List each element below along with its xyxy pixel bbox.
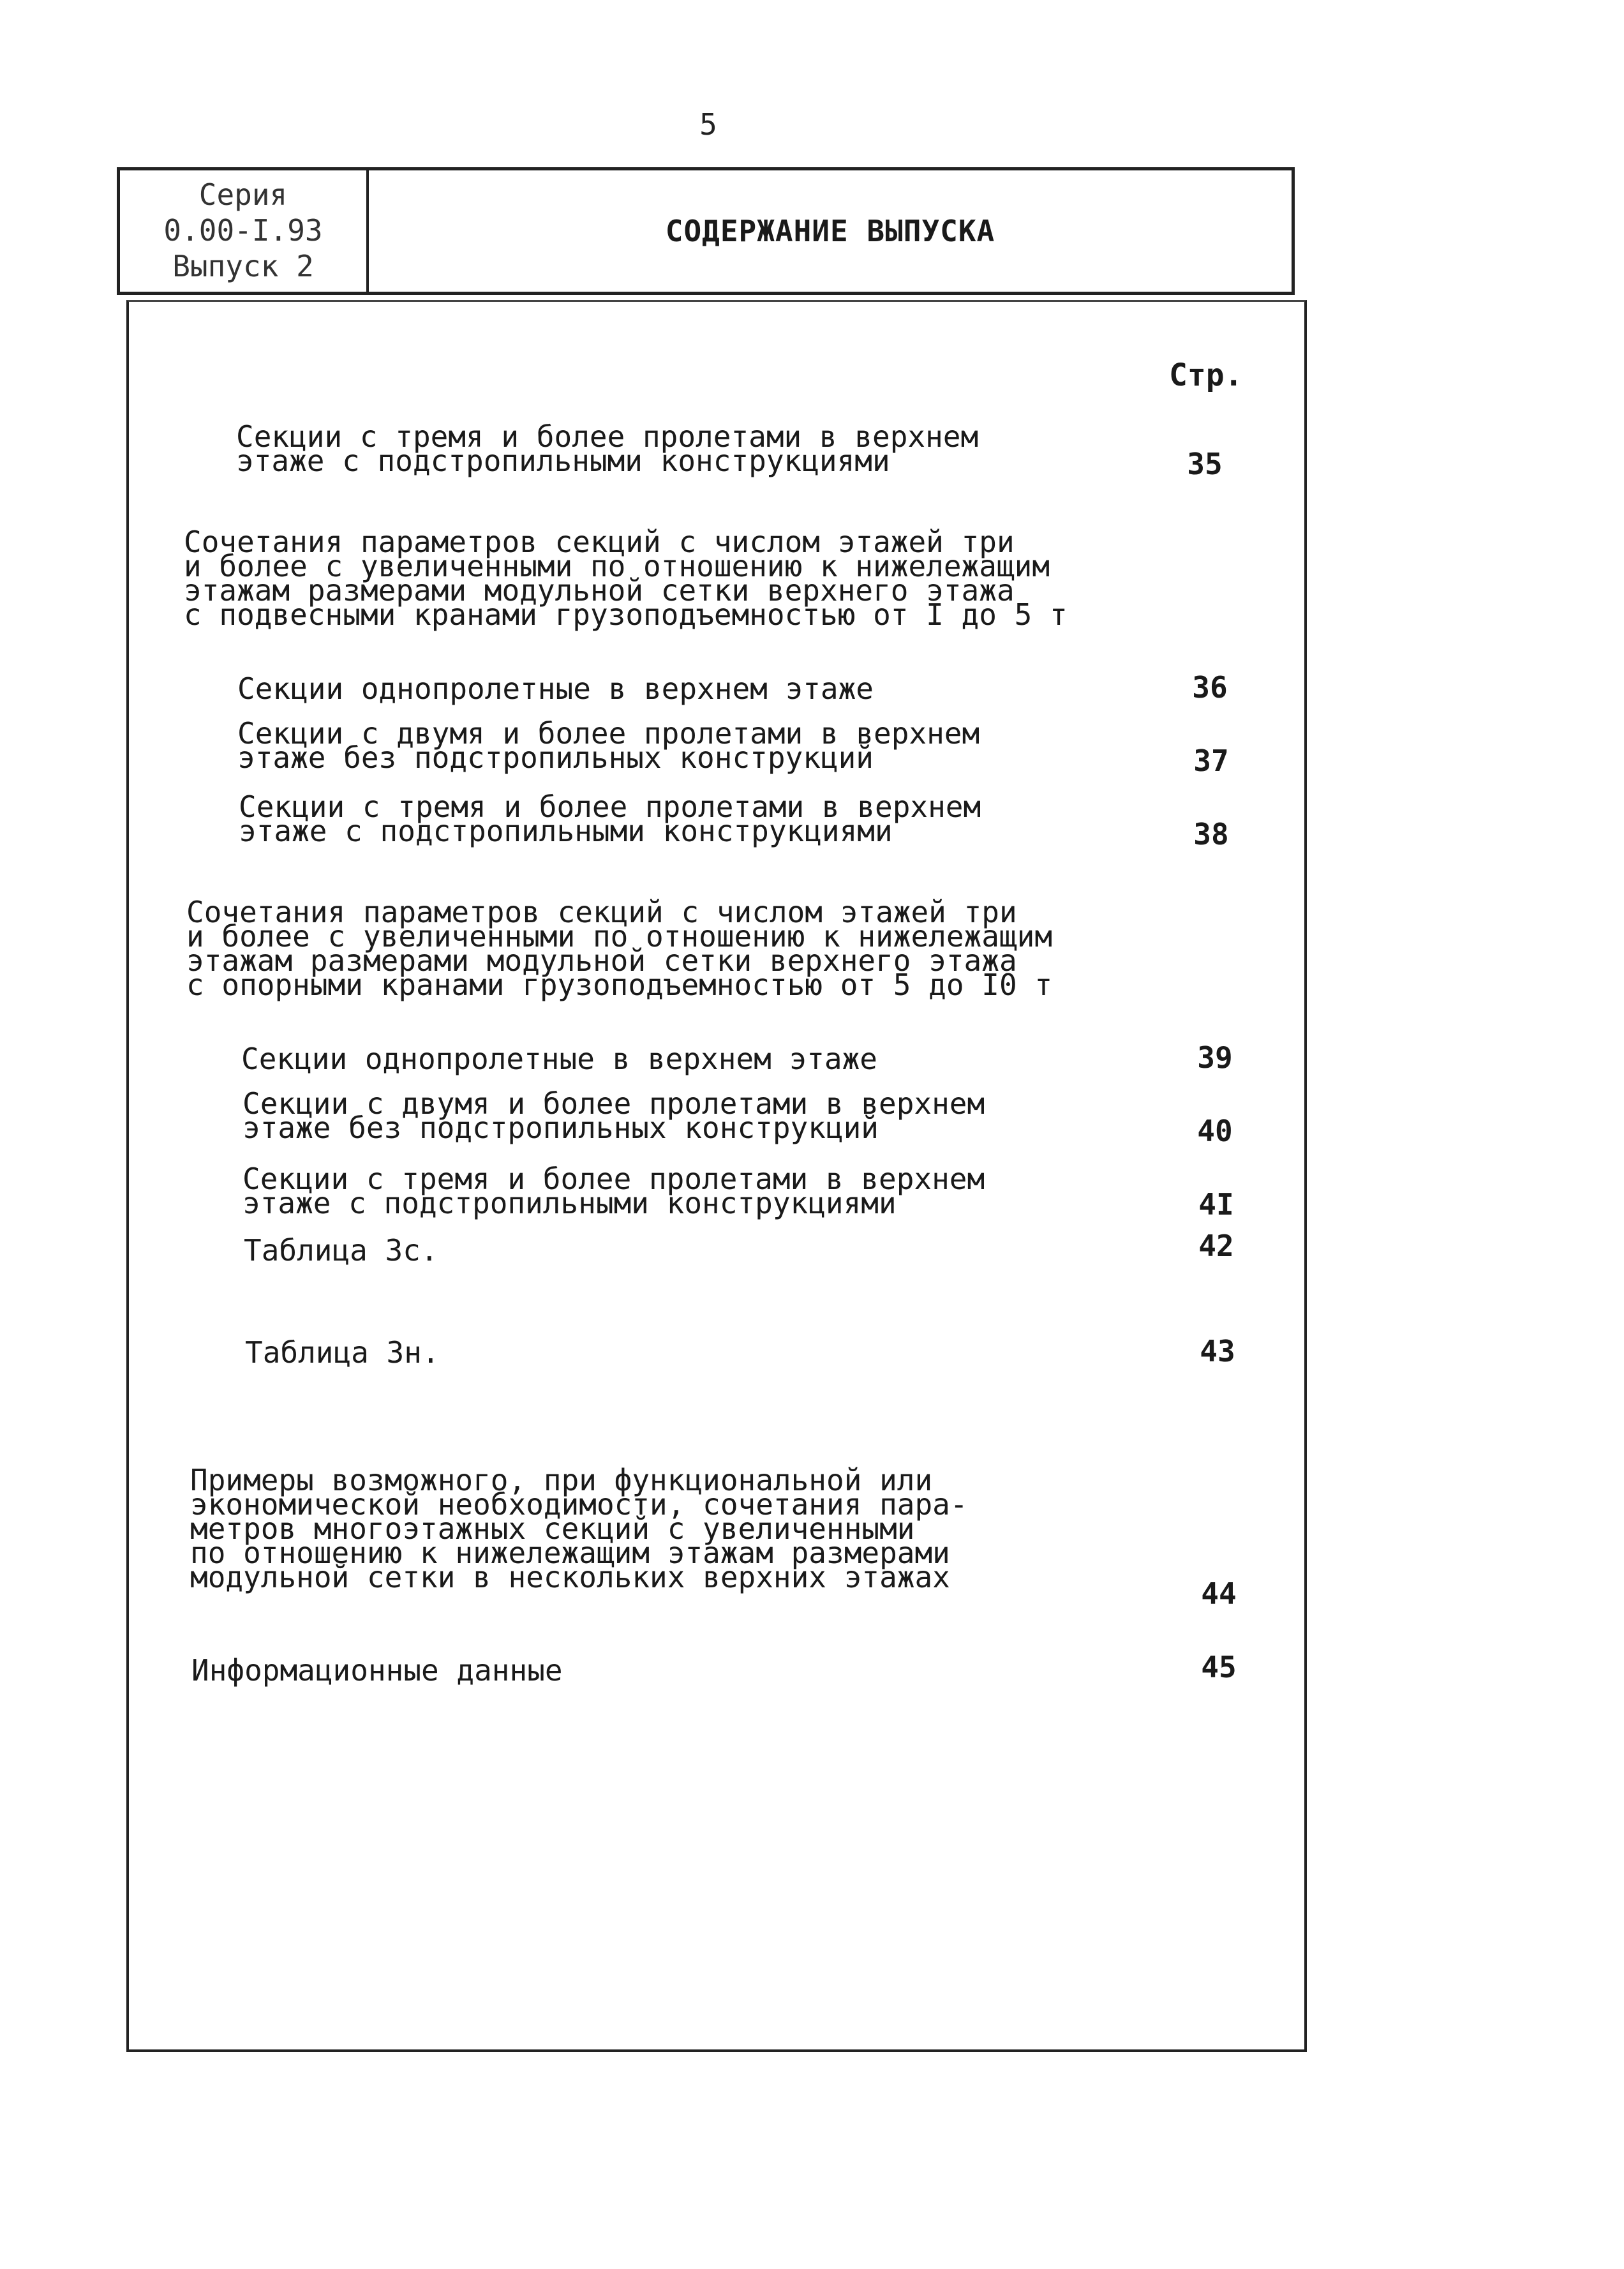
toc-page-number: 42	[1198, 1229, 1234, 1263]
toc-entry-line: Секции с двумя и более пролетами в верхнем	[242, 1086, 985, 1121]
toc-page-number: 44	[1201, 1576, 1237, 1611]
issue-number: Выпуск 2	[172, 249, 314, 283]
toc-entry-line: с опорными кранами грузоподъемностью от 5 до I0 т	[186, 968, 1053, 1002]
toc-entry	[237, 716, 980, 775]
series-cell	[120, 170, 369, 292]
toc-entry	[190, 1463, 968, 1594]
toc-entry-line: этажам размерами модульной сетки верхнего этажа	[186, 943, 1017, 978]
toc-entry-line: с подвесными кранами грузоподъемностью от I до 5 т	[184, 597, 1068, 632]
page-column-header: Стр.	[1169, 357, 1243, 393]
series-label: Серия	[198, 177, 288, 212]
toc-page-number: 43	[1200, 1334, 1235, 1368]
toc-entry-line: Таблица 3с.	[244, 1233, 438, 1268]
toc-entry-line: и более с увеличенными по отношению к нижележащим	[186, 919, 1053, 954]
toc-entry-line: по отношению к нижележащим этажам размерами	[190, 1536, 950, 1570]
toc-entry-line: этаже с подстропильными конструкциями	[242, 1186, 897, 1220]
toc-page-number: 37	[1193, 744, 1229, 778]
toc-entry-line: метров многоэтажных секций с увеличенными	[190, 1511, 915, 1546]
toc-entry	[236, 419, 979, 478]
toc-entry	[242, 1162, 985, 1220]
toc-entry-line: Сочетания параметров секций с числом этажей три	[186, 895, 1017, 929]
toc-entry-line: Секции однопролетные в верхнем этаже	[237, 671, 874, 706]
toc-entry-line: этаже без подстропильных конструкций	[237, 740, 874, 775]
toc-page-number: 40	[1197, 1114, 1233, 1148]
toc-entry-line: Информационные данные	[191, 1653, 563, 1688]
title-block	[117, 167, 1295, 295]
toc-entry	[245, 1335, 440, 1370]
toc-entry-line: Секции с тремя и более пролетами в верхнем	[242, 1162, 985, 1196]
toc-entry-line: этаже без подстропильных конструкций	[242, 1111, 879, 1145]
toc-entry-line: Сочетания параметров секций с числом этажей три	[184, 525, 1015, 559]
toc-page-number: 45	[1201, 1650, 1237, 1684]
toc-entry-line: этаже с подстропильными конструкциями	[236, 444, 890, 478]
toc-entry-line: этажам размерами модульной сетки верхнего этажа	[184, 573, 1015, 608]
toc-page-number: 36	[1192, 670, 1228, 705]
toc-entry-line: этаже с подстропильными конструкциями	[239, 814, 893, 848]
document-title: СОДЕРЖАНИЕ ВЫПУСКА	[665, 214, 995, 248]
toc-entry-line: Секции с тремя и более пролетами в верхнем	[239, 790, 981, 824]
toc-page-number: 39	[1197, 1040, 1233, 1075]
series-code: 0.00-I.93	[163, 213, 323, 248]
toc-section-heading	[186, 895, 1053, 1002]
toc-entry	[239, 790, 981, 848]
toc-entry-line: Таблица 3н.	[245, 1335, 440, 1370]
toc-entry-line: Секции однопролетные в верхнем этаже	[241, 1042, 877, 1076]
toc-entry-line: экономической необходимости, сочетания пара-	[190, 1487, 968, 1522]
toc-entry-line: и более с увеличенными по отношению к нижележащим	[184, 549, 1050, 583]
toc-entry-line: Секции с тремя и более пролетами в верхнем	[236, 419, 979, 454]
toc-page-number: 35	[1187, 447, 1223, 481]
toc-entry	[242, 1086, 985, 1145]
toc-entry-line: Примеры возможного, при функциональной или	[190, 1463, 933, 1497]
toc-entry	[244, 1233, 438, 1268]
toc-page-number: 4I	[1198, 1187, 1234, 1222]
toc-entry	[241, 1042, 877, 1076]
page-number: 5	[699, 107, 717, 142]
toc-entry	[191, 1653, 563, 1688]
toc-page-number: 38	[1193, 817, 1229, 851]
toc-entry-line: модульной сетки в нескольких верхних этажах	[190, 1560, 950, 1594]
toc-entry	[237, 671, 874, 706]
toc-entry-line: Секции с двумя и более пролетами в верхнем	[237, 716, 980, 751]
toc-section-heading	[184, 525, 1068, 632]
